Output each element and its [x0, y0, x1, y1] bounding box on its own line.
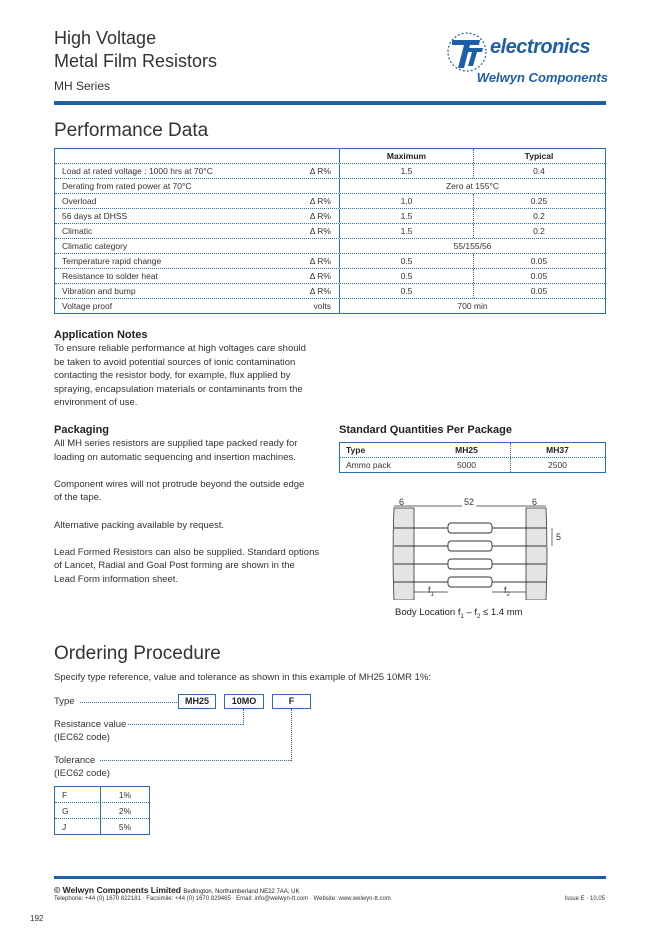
- row-typical: 0.2: [533, 211, 545, 221]
- row-unit: Δ R%: [309, 286, 331, 296]
- title-line-1: High Voltage: [54, 28, 157, 48]
- tape-diagram: [390, 496, 565, 600]
- row-label: 56 days at DHSS: [62, 211, 128, 221]
- row-max: 1.5: [400, 211, 413, 221]
- row-unit: volts: [313, 301, 331, 311]
- packaging-title: Packaging: [54, 424, 110, 436]
- packaging-text: [54, 437, 329, 587]
- row-typical: 0.05: [530, 271, 548, 281]
- packaging-line: of Lancet, Radial and Goal Post forming are shown in the: [54, 560, 295, 572]
- row-max: 0.5: [400, 286, 413, 296]
- value-connector-h: [128, 724, 243, 725]
- row-unit: Δ R%: [309, 271, 331, 281]
- company-address: Bedlington, Northumberland NE22 7AA, UK: [183, 889, 300, 895]
- qty-cell-mh37: 2500: [548, 460, 567, 470]
- tt-electronics-logo: [440, 30, 610, 90]
- tolerance-code: F: [62, 790, 68, 800]
- application-line: To ensure reliable performance at high voltages care should: [54, 343, 306, 354]
- brand-name: electronics: [490, 36, 591, 58]
- footer-contact: Telephone: +44 (0) 1670 822181 · Facsimile: +44 (0) 1670 829465 · Email: info@welwyn-tt.com · Website: www.welwyn-tt.com: [54, 896, 391, 902]
- company-name: © Welwyn Components Limited: [54, 885, 182, 895]
- type-label: Type: [54, 696, 75, 707]
- col-typical: Typical: [524, 151, 554, 161]
- tolerance-label: Tolerance (IEC62 code): [54, 755, 110, 779]
- performance-row: [55, 164, 605, 179]
- packaging-line: loading on automatic sequencing and insertion machines.: [54, 451, 296, 463]
- row-unit: Δ R%: [309, 256, 331, 266]
- application-line: environment of use.: [54, 397, 138, 409]
- performance-row: [55, 284, 605, 299]
- application-notes-title: Application Notes: [54, 329, 148, 341]
- dim-pitch: 5: [556, 532, 562, 542]
- tolerance-row: [55, 787, 149, 803]
- quantities-header-row: [340, 443, 605, 458]
- tolerance-row: [55, 819, 149, 834]
- packaging-line: All MH series resistors are supplied tape packed ready for: [54, 438, 298, 449]
- row-label: Vibration and bump: [62, 286, 136, 296]
- value-box: 10MO: [224, 694, 264, 709]
- packaging-line: Alternative packing available by request.: [54, 519, 225, 531]
- performance-row: [55, 194, 605, 209]
- document-title: [54, 27, 217, 73]
- performance-row: [55, 299, 605, 313]
- row-label: Temperature rapid change: [62, 256, 162, 266]
- type-leader: [80, 702, 177, 703]
- packaging-line: Lead Form information sheet.: [54, 573, 179, 585]
- tolerance-box: F: [272, 694, 311, 709]
- packaging-line: Component wires will not protrude beyond the outside edge: [54, 478, 305, 490]
- col-maximum: Maximum: [386, 151, 427, 161]
- row-max: 0.5: [400, 256, 413, 266]
- row-unit: Δ R%: [309, 211, 331, 221]
- row-label: Load at rated voltage : 1000 hrs at 70°C: [62, 166, 213, 176]
- row-unit: Δ R%: [309, 196, 331, 206]
- dim-left: 6: [399, 497, 405, 507]
- resistance-value-label: Resistance value (IEC62 code): [54, 719, 127, 743]
- tolerance-value: 5%: [118, 822, 132, 832]
- qty-cell-mh25: 5000: [457, 460, 476, 470]
- type-box: MH25: [178, 694, 216, 709]
- tolerance-value: 1%: [118, 790, 132, 800]
- tolerance-value: 2%: [118, 806, 132, 816]
- row-max: 1.0: [400, 196, 413, 206]
- value-connector-v: [243, 709, 244, 725]
- f1-label: $f_1$: [428, 585, 434, 598]
- series-label: MH Series: [54, 79, 111, 93]
- dim-mid: 52: [464, 497, 475, 507]
- row-label: Climatic category: [62, 241, 128, 251]
- performance-table: [54, 148, 606, 314]
- quantities-row: [340, 458, 605, 472]
- row-typical: 0.25: [530, 196, 548, 206]
- packaging-line: Lead Formed Resistors can also be supplied. Standard options: [54, 546, 320, 558]
- row-unit: Δ R%: [309, 226, 331, 236]
- row-max: 1.5: [400, 166, 413, 176]
- performance-title: Performance Data: [54, 120, 209, 141]
- application-line: contacting the resistor body, for example, flux applied by: [54, 370, 291, 382]
- dim-right: 6: [532, 497, 538, 507]
- performance-table-header: [55, 149, 605, 164]
- row-typical: 0.4: [533, 166, 545, 176]
- brand-subtitle: Welwyn Components: [476, 70, 608, 85]
- footer-divider: [54, 876, 606, 879]
- tape-caption: Body Location $f_1 - f_2 \le 1.4$ mm: [395, 607, 523, 620]
- tape-drawing: [390, 496, 565, 600]
- row-typical: 0.05: [530, 286, 548, 296]
- ordering-intro: Specify type reference, value and tolerance as shown in this example of MH25 10MR 1%:: [54, 672, 432, 683]
- performance-row: [55, 254, 605, 269]
- footer-company: [54, 885, 299, 895]
- row-unit: Δ R%: [309, 166, 331, 176]
- row-label: Resistance to solder heat: [62, 271, 158, 281]
- issue-label: Issue E · 10.05: [564, 896, 605, 902]
- row-label: Voltage proof: [62, 301, 113, 311]
- title-line-2: Metal Film Resistors: [54, 51, 218, 71]
- qty-header-mh25: MH25: [455, 445, 478, 455]
- header-divider: [54, 101, 606, 105]
- tol-connector-v: [291, 709, 292, 761]
- application-line: spraying, encapsulation materials or contaminants from the: [54, 383, 303, 395]
- f2-label: $f_2$: [504, 585, 510, 598]
- performance-row: [55, 224, 605, 239]
- row-value-span: Zero at 155°C: [445, 181, 499, 191]
- ordering-title: Ordering Procedure: [54, 643, 221, 664]
- application-line: be taken to avoid potential sources of ionic contamination: [54, 356, 296, 368]
- quantities-title: Standard Quantities Per Package: [339, 424, 513, 436]
- tolerance-row: [55, 803, 149, 819]
- tolerance-code: J: [62, 822, 67, 832]
- row-typical: 0.2: [533, 226, 545, 236]
- page-number: 192: [30, 914, 44, 923]
- performance-row: [55, 269, 605, 284]
- row-label: Overload: [62, 196, 97, 206]
- row-value-span: 55/155/56: [453, 241, 492, 251]
- qty-cell-type: Ammo pack: [346, 460, 391, 470]
- row-label: Derating from rated power at 70°C: [62, 181, 192, 191]
- row-label: Climatic: [62, 226, 93, 236]
- performance-row: [55, 239, 605, 254]
- performance-row: [55, 179, 605, 194]
- row-max: 0.5: [400, 271, 413, 281]
- tol-connector-h: [100, 760, 291, 761]
- qty-header-mh37: MH37: [546, 445, 569, 455]
- packaging-line: of the tape.: [54, 492, 102, 504]
- tolerance-code: G: [62, 806, 69, 816]
- performance-row: [55, 209, 605, 224]
- tolerance-table: [54, 786, 150, 835]
- row-value-span: 700 min: [457, 301, 488, 311]
- qty-header-type: Type: [346, 445, 366, 455]
- quantities-table: [339, 442, 606, 473]
- row-typical: 0.05: [530, 256, 548, 266]
- row-max: 1.5: [400, 226, 413, 236]
- application-notes-text: [54, 342, 324, 410]
